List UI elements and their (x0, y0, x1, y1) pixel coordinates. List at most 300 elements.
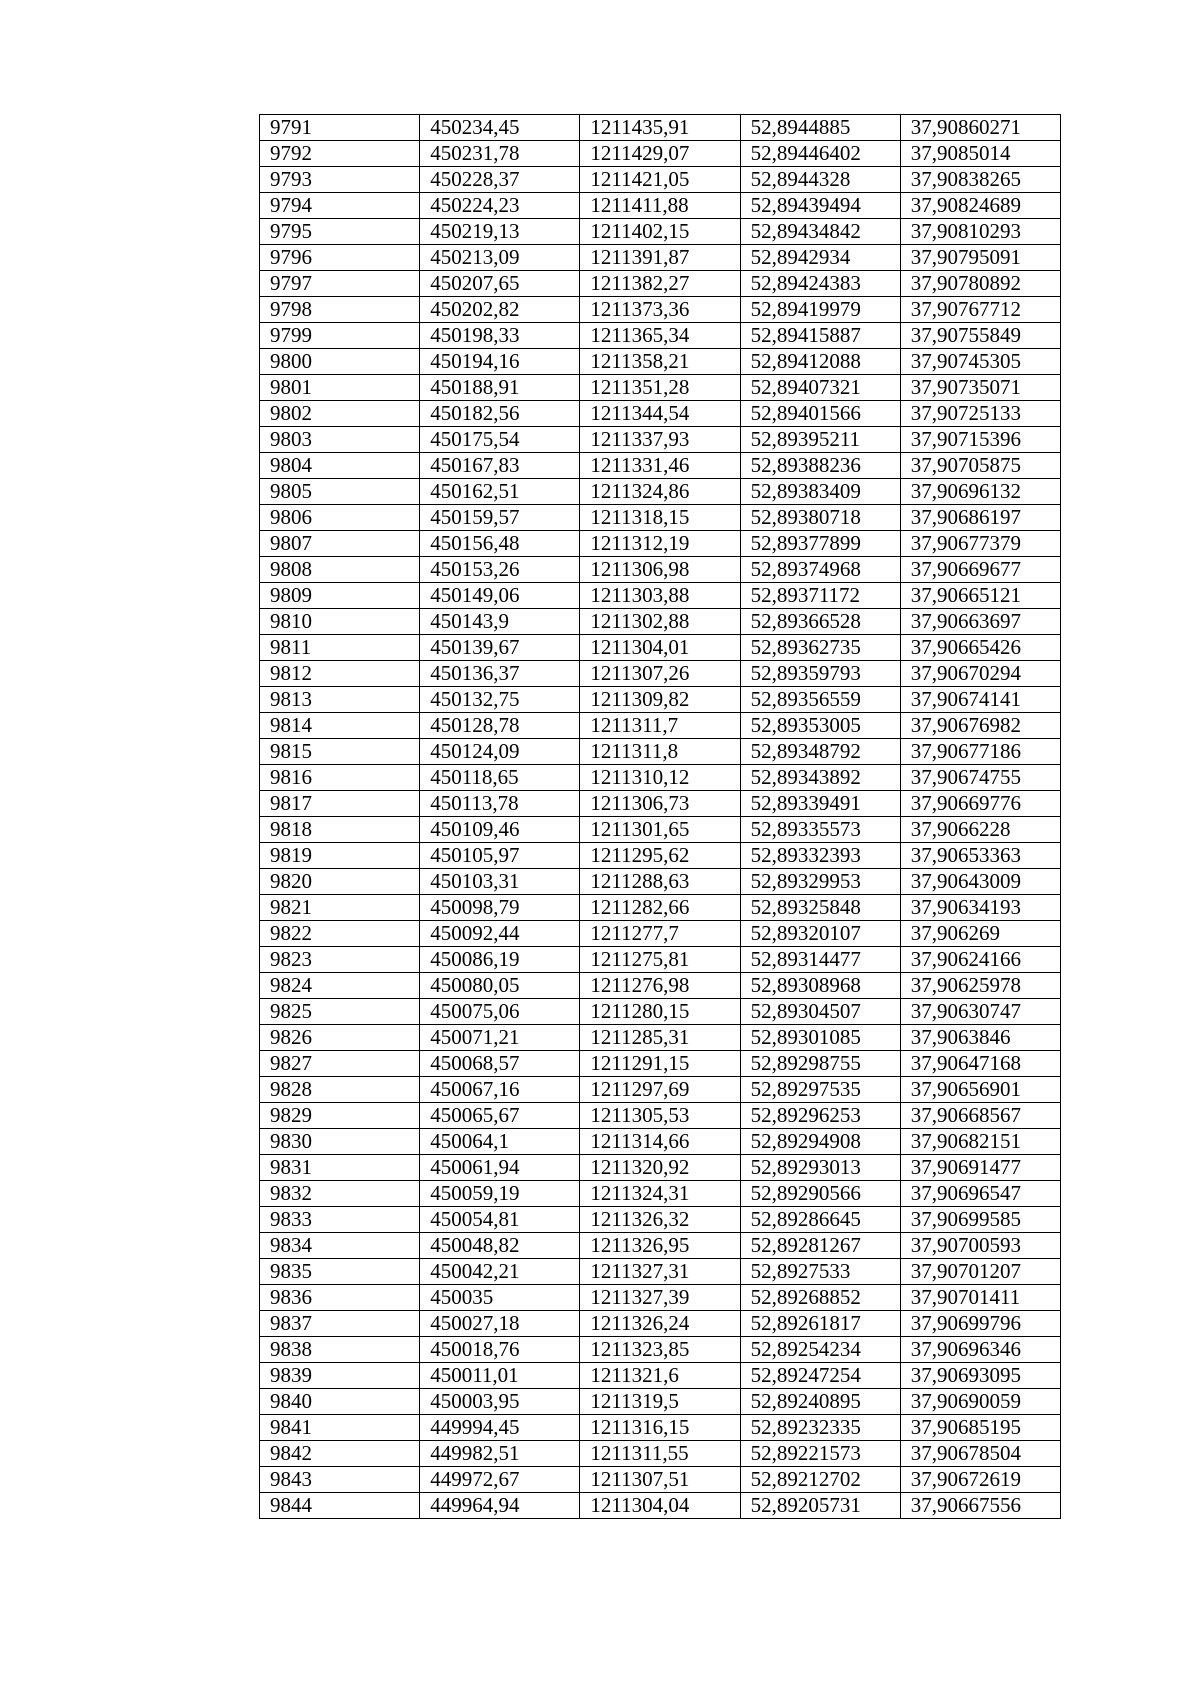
y-coordinate-cell: 1211288,63 (580, 869, 740, 895)
longitude-cell: 37,90676982 (900, 713, 1060, 739)
point-number-cell: 9810 (260, 609, 420, 635)
x-coordinate-cell: 450067,16 (420, 1077, 580, 1103)
x-coordinate-cell: 450086,19 (420, 947, 580, 973)
x-coordinate-cell: 450182,56 (420, 401, 580, 427)
latitude-cell: 52,89281267 (740, 1233, 900, 1259)
longitude-cell: 37,90693095 (900, 1363, 1060, 1389)
longitude-cell: 37,90690059 (900, 1389, 1060, 1415)
table-row (260, 193, 1061, 219)
x-coordinate-cell: 449964,94 (420, 1493, 580, 1519)
y-coordinate-cell: 1211305,53 (580, 1103, 740, 1129)
point-number-cell: 9829 (260, 1103, 420, 1129)
x-coordinate-cell: 450159,57 (420, 505, 580, 531)
longitude-cell: 37,90795091 (900, 245, 1060, 271)
table-row (260, 921, 1061, 947)
x-coordinate-cell: 450042,21 (420, 1259, 580, 1285)
x-coordinate-cell: 450075,06 (420, 999, 580, 1025)
x-coordinate-cell: 450065,67 (420, 1103, 580, 1129)
point-number-cell: 9832 (260, 1181, 420, 1207)
table-row (260, 167, 1061, 193)
longitude-cell: 37,90755849 (900, 323, 1060, 349)
point-number-cell: 9803 (260, 427, 420, 453)
longitude-cell: 37,90715396 (900, 427, 1060, 453)
x-coordinate-cell: 450113,78 (420, 791, 580, 817)
x-coordinate-cell: 450188,91 (420, 375, 580, 401)
longitude-cell: 37,90767712 (900, 297, 1060, 323)
y-coordinate-cell: 1211306,98 (580, 557, 740, 583)
y-coordinate-cell: 1211327,39 (580, 1285, 740, 1311)
table-row (260, 1103, 1061, 1129)
table-row (260, 1233, 1061, 1259)
table-row (260, 297, 1061, 323)
x-coordinate-cell: 450118,65 (420, 765, 580, 791)
table-row (260, 791, 1061, 817)
y-coordinate-cell: 1211411,88 (580, 193, 740, 219)
table-row (260, 1415, 1061, 1441)
y-coordinate-cell: 1211358,21 (580, 349, 740, 375)
x-coordinate-cell: 450149,06 (420, 583, 580, 609)
latitude-cell: 52,89380718 (740, 505, 900, 531)
y-coordinate-cell: 1211365,34 (580, 323, 740, 349)
y-coordinate-cell: 1211312,19 (580, 531, 740, 557)
longitude-cell: 37,90667556 (900, 1493, 1060, 1519)
latitude-cell: 52,89359793 (740, 661, 900, 687)
latitude-cell: 52,89401566 (740, 401, 900, 427)
point-number-cell: 9795 (260, 219, 420, 245)
point-number-cell: 9828 (260, 1077, 420, 1103)
point-number-cell: 9814 (260, 713, 420, 739)
latitude-cell: 52,89297535 (740, 1077, 900, 1103)
table-row (260, 999, 1061, 1025)
x-coordinate-cell: 450139,67 (420, 635, 580, 661)
x-coordinate-cell: 449972,67 (420, 1467, 580, 1493)
x-coordinate-cell: 450003,95 (420, 1389, 580, 1415)
y-coordinate-cell: 1211291,15 (580, 1051, 740, 1077)
x-coordinate-cell: 450143,9 (420, 609, 580, 635)
latitude-cell: 52,89212702 (740, 1467, 900, 1493)
x-coordinate-cell: 450175,54 (420, 427, 580, 453)
latitude-cell: 52,89304507 (740, 999, 900, 1025)
latitude-cell: 52,89293013 (740, 1155, 900, 1181)
table-row (260, 739, 1061, 765)
point-number-cell: 9817 (260, 791, 420, 817)
table-row (260, 1337, 1061, 1363)
longitude-cell: 37,90677379 (900, 531, 1060, 557)
latitude-cell: 52,89371172 (740, 583, 900, 609)
y-coordinate-cell: 1211297,69 (580, 1077, 740, 1103)
x-coordinate-cell: 450202,82 (420, 297, 580, 323)
x-coordinate-cell: 450162,51 (420, 479, 580, 505)
longitude-cell: 37,90701411 (900, 1285, 1060, 1311)
table-row (260, 141, 1061, 167)
point-number-cell: 9792 (260, 141, 420, 167)
y-coordinate-cell: 1211314,66 (580, 1129, 740, 1155)
table-row (260, 1155, 1061, 1181)
longitude-cell: 37,90625978 (900, 973, 1060, 999)
point-number-cell: 9802 (260, 401, 420, 427)
longitude-cell: 37,90699585 (900, 1207, 1060, 1233)
table-row (260, 1129, 1061, 1155)
y-coordinate-cell: 1211276,98 (580, 973, 740, 999)
latitude-cell: 52,89356559 (740, 687, 900, 713)
y-coordinate-cell: 1211324,31 (580, 1181, 740, 1207)
latitude-cell: 52,89383409 (740, 479, 900, 505)
longitude-cell: 37,9085014 (900, 141, 1060, 167)
x-coordinate-cell: 450027,18 (420, 1311, 580, 1337)
longitude-cell: 37,90630747 (900, 999, 1060, 1025)
latitude-cell: 52,89407321 (740, 375, 900, 401)
longitude-cell: 37,90810293 (900, 219, 1060, 245)
point-number-cell: 9834 (260, 1233, 420, 1259)
x-coordinate-cell: 450054,81 (420, 1207, 580, 1233)
table-row (260, 1181, 1061, 1207)
x-coordinate-cell: 450035 (420, 1285, 580, 1311)
latitude-cell: 52,89395211 (740, 427, 900, 453)
table-row (260, 531, 1061, 557)
y-coordinate-cell: 1211421,05 (580, 167, 740, 193)
y-coordinate-cell: 1211282,66 (580, 895, 740, 921)
table-row (260, 687, 1061, 713)
x-coordinate-cell: 450103,31 (420, 869, 580, 895)
latitude-cell: 52,89308968 (740, 973, 900, 999)
point-number-cell: 9838 (260, 1337, 420, 1363)
y-coordinate-cell: 1211382,27 (580, 271, 740, 297)
latitude-cell: 52,89294908 (740, 1129, 900, 1155)
x-coordinate-cell: 450064,1 (420, 1129, 580, 1155)
point-number-cell: 9800 (260, 349, 420, 375)
latitude-cell: 52,89286645 (740, 1207, 900, 1233)
longitude-cell: 37,90663697 (900, 609, 1060, 635)
point-number-cell: 9826 (260, 1025, 420, 1051)
longitude-cell: 37,90682151 (900, 1129, 1060, 1155)
latitude-cell: 52,89348792 (740, 739, 900, 765)
table-row (260, 895, 1061, 921)
longitude-cell: 37,90705875 (900, 453, 1060, 479)
longitude-cell: 37,90669677 (900, 557, 1060, 583)
longitude-cell: 37,90691477 (900, 1155, 1060, 1181)
table-row (260, 869, 1061, 895)
latitude-cell: 52,89329953 (740, 869, 900, 895)
table-row (260, 973, 1061, 999)
x-coordinate-cell: 450092,44 (420, 921, 580, 947)
y-coordinate-cell: 1211310,12 (580, 765, 740, 791)
point-number-cell: 9809 (260, 583, 420, 609)
table-row (260, 713, 1061, 739)
latitude-cell: 52,8944328 (740, 167, 900, 193)
point-number-cell: 9837 (260, 1311, 420, 1337)
x-coordinate-cell: 450153,26 (420, 557, 580, 583)
y-coordinate-cell: 1211306,73 (580, 791, 740, 817)
longitude-cell: 37,906269 (900, 921, 1060, 947)
point-number-cell: 9801 (260, 375, 420, 401)
point-number-cell: 9798 (260, 297, 420, 323)
point-number-cell: 9839 (260, 1363, 420, 1389)
point-number-cell: 9806 (260, 505, 420, 531)
point-number-cell: 9818 (260, 817, 420, 843)
point-number-cell: 9815 (260, 739, 420, 765)
y-coordinate-cell: 1211316,15 (580, 1415, 740, 1441)
point-number-cell: 9819 (260, 843, 420, 869)
longitude-cell: 37,90699796 (900, 1311, 1060, 1337)
table-row (260, 1259, 1061, 1285)
y-coordinate-cell: 1211301,65 (580, 817, 740, 843)
y-coordinate-cell: 1211285,31 (580, 1025, 740, 1051)
longitude-cell: 37,90696346 (900, 1337, 1060, 1363)
point-number-cell: 9796 (260, 245, 420, 271)
x-coordinate-cell: 450194,16 (420, 349, 580, 375)
point-number-cell: 9821 (260, 895, 420, 921)
y-coordinate-cell: 1211402,15 (580, 219, 740, 245)
x-coordinate-cell: 450207,65 (420, 271, 580, 297)
y-coordinate-cell: 1211280,15 (580, 999, 740, 1025)
table-row (260, 1363, 1061, 1389)
table-row (260, 661, 1061, 687)
y-coordinate-cell: 1211351,28 (580, 375, 740, 401)
y-coordinate-cell: 1211373,36 (580, 297, 740, 323)
y-coordinate-cell: 1211275,81 (580, 947, 740, 973)
point-number-cell: 9844 (260, 1493, 420, 1519)
longitude-cell: 37,90624166 (900, 947, 1060, 973)
y-coordinate-cell: 1211311,55 (580, 1441, 740, 1467)
point-number-cell: 9805 (260, 479, 420, 505)
longitude-cell: 37,90674141 (900, 687, 1060, 713)
table-row (260, 1441, 1061, 1467)
table-row (260, 115, 1061, 141)
longitude-cell: 37,90674755 (900, 765, 1060, 791)
latitude-cell: 52,89320107 (740, 921, 900, 947)
latitude-cell: 52,89335573 (740, 817, 900, 843)
y-coordinate-cell: 1211302,88 (580, 609, 740, 635)
longitude-cell: 37,90725133 (900, 401, 1060, 427)
latitude-cell: 52,89412088 (740, 349, 900, 375)
point-number-cell: 9842 (260, 1441, 420, 1467)
point-number-cell: 9807 (260, 531, 420, 557)
y-coordinate-cell: 1211303,88 (580, 583, 740, 609)
point-number-cell: 9843 (260, 1467, 420, 1493)
latitude-cell: 52,89296253 (740, 1103, 900, 1129)
point-number-cell: 9816 (260, 765, 420, 791)
y-coordinate-cell: 1211323,85 (580, 1337, 740, 1363)
longitude-cell: 37,90686197 (900, 505, 1060, 531)
y-coordinate-cell: 1211326,95 (580, 1233, 740, 1259)
x-coordinate-cell: 450061,94 (420, 1155, 580, 1181)
longitude-cell: 37,90701207 (900, 1259, 1060, 1285)
x-coordinate-cell: 450098,79 (420, 895, 580, 921)
latitude-cell: 52,89374968 (740, 557, 900, 583)
point-number-cell: 9841 (260, 1415, 420, 1441)
point-number-cell: 9794 (260, 193, 420, 219)
longitude-cell: 37,90860271 (900, 115, 1060, 141)
y-coordinate-cell: 1211344,54 (580, 401, 740, 427)
point-number-cell: 9831 (260, 1155, 420, 1181)
y-coordinate-cell: 1211277,7 (580, 921, 740, 947)
y-coordinate-cell: 1211391,87 (580, 245, 740, 271)
table-row (260, 635, 1061, 661)
longitude-cell: 37,90643009 (900, 869, 1060, 895)
x-coordinate-cell: 450018,76 (420, 1337, 580, 1363)
longitude-cell: 37,90700593 (900, 1233, 1060, 1259)
table-row (260, 1285, 1061, 1311)
table-row (260, 1493, 1061, 1519)
latitude-cell: 52,89377899 (740, 531, 900, 557)
y-coordinate-cell: 1211318,15 (580, 505, 740, 531)
longitude-cell: 37,90677186 (900, 739, 1060, 765)
y-coordinate-cell: 1211429,07 (580, 141, 740, 167)
latitude-cell: 52,89240895 (740, 1389, 900, 1415)
table-row (260, 375, 1061, 401)
point-number-cell: 9811 (260, 635, 420, 661)
latitude-cell: 52,89415887 (740, 323, 900, 349)
point-number-cell: 9836 (260, 1285, 420, 1311)
y-coordinate-cell: 1211320,92 (580, 1155, 740, 1181)
latitude-cell: 52,89343892 (740, 765, 900, 791)
table-row (260, 349, 1061, 375)
x-coordinate-cell: 450198,33 (420, 323, 580, 349)
latitude-cell: 52,89221573 (740, 1441, 900, 1467)
latitude-cell: 52,8942934 (740, 245, 900, 271)
table-row (260, 1077, 1061, 1103)
x-coordinate-cell: 450071,21 (420, 1025, 580, 1051)
table-row (260, 323, 1061, 349)
x-coordinate-cell: 450132,75 (420, 687, 580, 713)
y-coordinate-cell: 1211311,7 (580, 713, 740, 739)
y-coordinate-cell: 1211304,01 (580, 635, 740, 661)
point-number-cell: 9840 (260, 1389, 420, 1415)
table-row (260, 583, 1061, 609)
coordinates-table (259, 114, 1061, 1519)
x-coordinate-cell: 450224,23 (420, 193, 580, 219)
x-coordinate-cell: 450228,37 (420, 167, 580, 193)
longitude-cell: 37,90653363 (900, 843, 1060, 869)
table-row (260, 1311, 1061, 1337)
y-coordinate-cell: 1211337,93 (580, 427, 740, 453)
y-coordinate-cell: 1211321,6 (580, 1363, 740, 1389)
y-coordinate-cell: 1211311,8 (580, 739, 740, 765)
table-row (260, 505, 1061, 531)
table-row (260, 947, 1061, 973)
x-coordinate-cell: 450167,83 (420, 453, 580, 479)
longitude-cell: 37,90634193 (900, 895, 1060, 921)
point-number-cell: 9791 (260, 115, 420, 141)
x-coordinate-cell: 450234,45 (420, 115, 580, 141)
x-coordinate-cell: 450231,78 (420, 141, 580, 167)
latitude-cell: 52,89232335 (740, 1415, 900, 1441)
longitude-cell: 37,90656901 (900, 1077, 1060, 1103)
latitude-cell: 52,89332393 (740, 843, 900, 869)
longitude-cell: 37,9063846 (900, 1025, 1060, 1051)
table-row (260, 1051, 1061, 1077)
longitude-cell: 37,90678504 (900, 1441, 1060, 1467)
x-coordinate-cell: 449982,51 (420, 1441, 580, 1467)
longitude-cell: 37,90665426 (900, 635, 1060, 661)
point-number-cell: 9833 (260, 1207, 420, 1233)
point-number-cell: 9812 (260, 661, 420, 687)
x-coordinate-cell: 450124,09 (420, 739, 580, 765)
table-row (260, 427, 1061, 453)
latitude-cell: 52,89362735 (740, 635, 900, 661)
table-row (260, 817, 1061, 843)
latitude-cell: 52,89268852 (740, 1285, 900, 1311)
table-row (260, 1207, 1061, 1233)
latitude-cell: 52,89247254 (740, 1363, 900, 1389)
point-number-cell: 9823 (260, 947, 420, 973)
latitude-cell: 52,89298755 (740, 1051, 900, 1077)
latitude-cell: 52,89314477 (740, 947, 900, 973)
longitude-cell: 37,90696547 (900, 1181, 1060, 1207)
longitude-cell: 37,90824689 (900, 193, 1060, 219)
longitude-cell: 37,90696132 (900, 479, 1060, 505)
table-row (260, 271, 1061, 297)
point-number-cell: 9808 (260, 557, 420, 583)
table-row (260, 219, 1061, 245)
x-coordinate-cell: 450219,13 (420, 219, 580, 245)
table-row (260, 245, 1061, 271)
x-coordinate-cell: 450136,37 (420, 661, 580, 687)
x-coordinate-cell: 450048,82 (420, 1233, 580, 1259)
point-number-cell: 9813 (260, 687, 420, 713)
longitude-cell: 37,90735071 (900, 375, 1060, 401)
point-number-cell: 9822 (260, 921, 420, 947)
x-coordinate-cell: 450109,46 (420, 817, 580, 843)
point-number-cell: 9824 (260, 973, 420, 999)
latitude-cell: 52,89301085 (740, 1025, 900, 1051)
x-coordinate-cell: 450080,05 (420, 973, 580, 999)
y-coordinate-cell: 1211307,51 (580, 1467, 740, 1493)
point-number-cell: 9820 (260, 869, 420, 895)
y-coordinate-cell: 1211326,32 (580, 1207, 740, 1233)
latitude-cell: 52,89434842 (740, 219, 900, 245)
latitude-cell: 52,89261817 (740, 1311, 900, 1337)
table-row (260, 765, 1061, 791)
point-number-cell: 9830 (260, 1129, 420, 1155)
table-row (260, 453, 1061, 479)
y-coordinate-cell: 1211435,91 (580, 115, 740, 141)
table-row (260, 479, 1061, 505)
latitude-cell: 52,89325848 (740, 895, 900, 921)
latitude-cell: 52,8944885 (740, 115, 900, 141)
point-number-cell: 9797 (260, 271, 420, 297)
x-coordinate-cell: 449994,45 (420, 1415, 580, 1441)
point-number-cell: 9799 (260, 323, 420, 349)
latitude-cell: 52,89366528 (740, 609, 900, 635)
table-row (260, 843, 1061, 869)
y-coordinate-cell: 1211324,86 (580, 479, 740, 505)
longitude-cell: 37,90670294 (900, 661, 1060, 687)
latitude-cell: 52,89439494 (740, 193, 900, 219)
x-coordinate-cell: 450213,09 (420, 245, 580, 271)
x-coordinate-cell: 450105,97 (420, 843, 580, 869)
latitude-cell: 52,89424383 (740, 271, 900, 297)
x-coordinate-cell: 450156,48 (420, 531, 580, 557)
latitude-cell: 52,8927533 (740, 1259, 900, 1285)
longitude-cell: 37,90668567 (900, 1103, 1060, 1129)
latitude-cell: 52,89205731 (740, 1493, 900, 1519)
longitude-cell: 37,90780892 (900, 271, 1060, 297)
point-number-cell: 9804 (260, 453, 420, 479)
point-number-cell: 9827 (260, 1051, 420, 1077)
table-row (260, 1389, 1061, 1415)
x-coordinate-cell: 450059,19 (420, 1181, 580, 1207)
y-coordinate-cell: 1211295,62 (580, 843, 740, 869)
longitude-cell: 37,90669776 (900, 791, 1060, 817)
longitude-cell: 37,90647168 (900, 1051, 1060, 1077)
point-number-cell: 9793 (260, 167, 420, 193)
table-row (260, 557, 1061, 583)
y-coordinate-cell: 1211304,04 (580, 1493, 740, 1519)
latitude-cell: 52,89353005 (740, 713, 900, 739)
longitude-cell: 37,90745305 (900, 349, 1060, 375)
latitude-cell: 52,89254234 (740, 1337, 900, 1363)
